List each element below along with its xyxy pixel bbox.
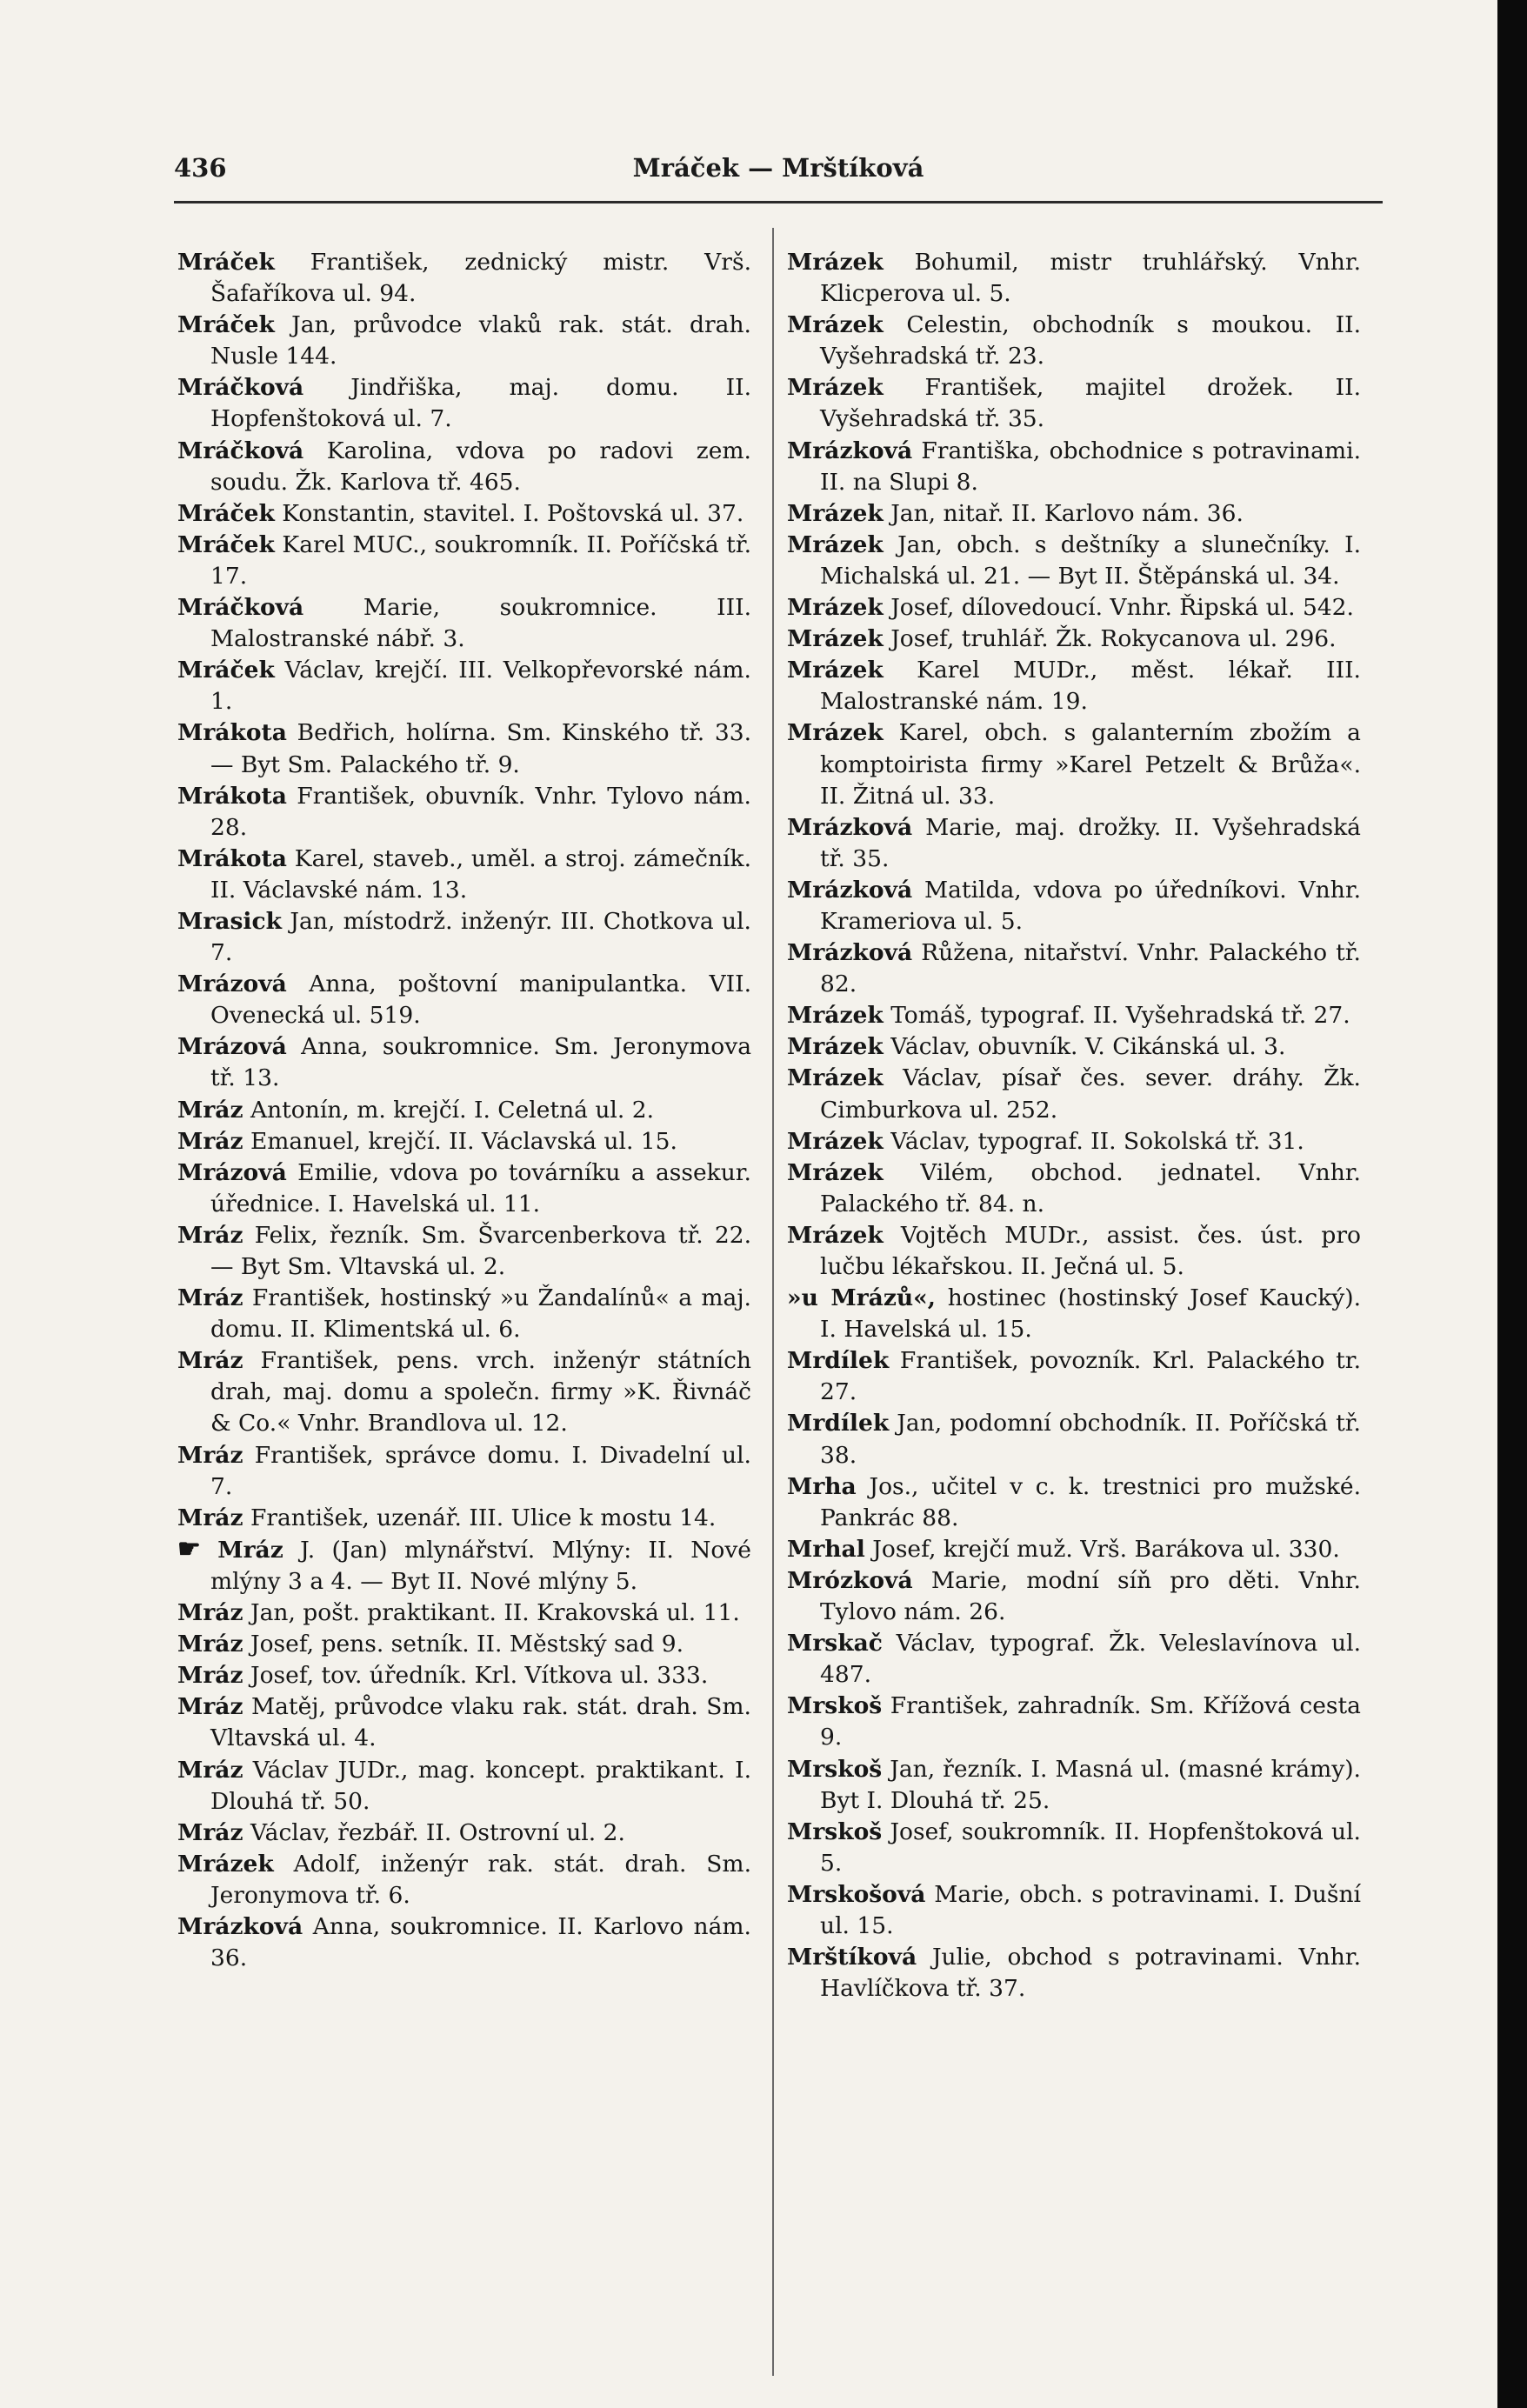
entry-surname: Mráz bbox=[177, 1599, 243, 1627]
directory-entry bbox=[787, 1565, 1361, 1628]
entry-details: J. (Jan) mlynářství. Mlýny: II. Nové mlýny 3 a 4. — Byt II. Nové mlýny 5. bbox=[210, 1536, 751, 1595]
entry-details: Josef, krejčí muž. Vrš. Barákova ul. 330. bbox=[872, 1535, 1340, 1563]
entry-surname: Mráček bbox=[177, 499, 275, 527]
entry-details: František, majitel drožek. II. Vyšehradská tř. 35. bbox=[820, 374, 1361, 433]
entry-details: Anna, poštovní manipulantka. VII. Ovenecká ul. 519. bbox=[210, 971, 751, 1030]
page-number: 436 bbox=[174, 153, 227, 183]
entry-details: Josef, soukromník. II. Hopfenštoková ul. 5. bbox=[820, 1818, 1361, 1877]
entry-details: Karel, obch. s galanterním zbožím a komptoirista firmy »Karel Petzelt & Brůža«. II. Žitná ul. 33. bbox=[820, 719, 1361, 810]
directory-entry bbox=[177, 1534, 751, 1598]
directory-entry bbox=[787, 1408, 1361, 1471]
directory-entry bbox=[177, 592, 751, 655]
entry-surname: Mráz bbox=[177, 1441, 243, 1469]
directory-entry bbox=[787, 372, 1361, 435]
entry-surname: Mrózková bbox=[787, 1566, 913, 1594]
entry-surname: Mrázek bbox=[787, 374, 884, 402]
directory-entry bbox=[787, 875, 1361, 937]
entry-surname: Mrákota bbox=[177, 719, 287, 747]
entry-details: hostinec (hostinský Josef Kaucký). I. Havelská ul. 15. bbox=[820, 1284, 1362, 1344]
entry-details: Marie, maj. drožky. II. Vyšehradská tř. 35. bbox=[820, 813, 1361, 872]
entry-surname: Mrázková bbox=[787, 939, 913, 967]
entry-surname: Mráz bbox=[177, 1096, 243, 1124]
directory-entry bbox=[787, 530, 1361, 592]
entry-details: Jos., učitel v c. k. trestnici pro mužské. Pankrác 88. bbox=[820, 1472, 1361, 1531]
entry-details: František, hostinský »u Žandalínů« a maj. domu. II. Klimentská ul. 6. bbox=[210, 1284, 751, 1344]
directory-entry bbox=[177, 1911, 751, 1974]
directory-entry bbox=[787, 247, 1361, 310]
directory-entry bbox=[177, 1629, 751, 1660]
pointing-hand-icon: ☛ bbox=[177, 1533, 201, 1564]
entry-details: Anna, soukromnice. II. Karlovo nám. 36. bbox=[210, 1912, 751, 1972]
entry-details: Jan, průvodce vlaků rak. stát. drah. Nusle 144. bbox=[210, 311, 751, 370]
entry-surname: Mráz bbox=[177, 1693, 243, 1721]
entry-details: Marie, modní síň pro děti. Vnhr. Tylovo nám. 26. bbox=[820, 1566, 1361, 1626]
entry-surname: Mrázek bbox=[787, 1002, 884, 1030]
entry-details: Karel MUC., soukromník. II. Poříčská tř. 17. bbox=[210, 530, 751, 590]
entry-details: Karel MUDr., měst. lékař. III. Malostranské nám. 19. bbox=[820, 657, 1361, 716]
entry-details: Václav, obuvník. V. Cikánská ul. 3. bbox=[890, 1033, 1286, 1061]
entry-surname: Mrázková bbox=[787, 876, 913, 904]
entry-surname: »u Mrázů«, bbox=[787, 1284, 936, 1312]
entry-surname: Mráz bbox=[177, 1631, 243, 1658]
directory-entry bbox=[177, 1660, 751, 1691]
entry-surname: Mráček bbox=[177, 249, 275, 276]
entry-details: František, zednický mistr. Vrš. Šafaříkova ul. 94. bbox=[210, 249, 751, 308]
entry-surname: Mrákota bbox=[177, 844, 287, 872]
entry-surname: Mráček bbox=[177, 311, 275, 339]
entry-details: Antonín, m. krejčí. I. Celetná ul. 2. bbox=[250, 1096, 655, 1124]
entry-surname: Mrázek bbox=[787, 1127, 884, 1155]
directory-entry bbox=[177, 1126, 751, 1157]
entry-surname: Mrázek bbox=[787, 719, 884, 747]
entry-details: Vilém, obchod. jednatel. Vnhr. Palackého tř. 84. n. bbox=[820, 1158, 1361, 1217]
directory-entry bbox=[787, 1942, 1361, 2004]
entry-surname: Mrázek bbox=[787, 311, 884, 339]
entry-surname: Mráčková bbox=[177, 594, 304, 622]
entry-surname: Mráz bbox=[177, 1127, 243, 1155]
entry-surname: Mráz bbox=[217, 1536, 283, 1564]
entry-details: Růžena, nitařství. Vnhr. Palackého tř. 82. bbox=[820, 939, 1361, 998]
entry-surname: Mrázek bbox=[787, 625, 884, 653]
entry-surname: Mrázová bbox=[177, 1158, 287, 1186]
entry-details: Josef, truhlář. Žk. Rokycanova ul. 296. bbox=[890, 625, 1337, 653]
page-header bbox=[174, 144, 1383, 197]
entry-details: Jan, obch. s deštníky a slunečníky. I. Michalská ul. 21. — Byt II. Štěpánská ul. 34. bbox=[820, 530, 1361, 590]
directory-entry bbox=[177, 1031, 751, 1094]
entry-surname: Mrha bbox=[787, 1472, 857, 1500]
entry-surname: Mrskošová bbox=[787, 1880, 926, 1908]
entry-surname: Mráz bbox=[177, 1347, 243, 1375]
entry-details: Anna, soukromnice. Sm. Jeronymova tř. 13. bbox=[210, 1033, 751, 1092]
entry-details: Josef, pens. setník. II. Městský sad 9. bbox=[250, 1631, 684, 1658]
directory-entry bbox=[177, 1849, 751, 1911]
entry-surname: Mrdílek bbox=[787, 1347, 890, 1375]
entry-details: Bedřich, holírna. Sm. Kinského tř. 33. — Byt Sm. Palackého tř. 9. bbox=[210, 719, 751, 778]
directory-entry bbox=[787, 1031, 1361, 1063]
directory-entry bbox=[177, 1755, 751, 1818]
left-column bbox=[177, 247, 751, 1974]
directory-entry bbox=[787, 717, 1361, 811]
directory-entry bbox=[787, 1691, 1361, 1753]
entry-surname: Mrskoš bbox=[787, 1692, 883, 1720]
entry-surname: Mrázek bbox=[787, 1158, 884, 1186]
entry-surname: Mrázová bbox=[177, 971, 287, 998]
directory-entry bbox=[787, 436, 1361, 498]
entry-details: Františka, obchodnice s potravinami. II. na Slupi 8. bbox=[820, 437, 1361, 496]
entry-surname: Mráček bbox=[177, 657, 275, 684]
directory-entry bbox=[787, 1283, 1361, 1345]
entry-details: Adolf, inženýr rak. stát. drah. Sm. Jeronymova tř. 6. bbox=[210, 1850, 751, 1909]
entry-surname: Mrázek bbox=[787, 1033, 884, 1061]
directory-entry bbox=[787, 1157, 1361, 1220]
entry-details: Václav JUDr., mag. koncept. praktikant. I. Dlouhá tř. 50. bbox=[210, 1756, 751, 1815]
directory-entry bbox=[787, 310, 1361, 372]
entry-surname: Mráz bbox=[177, 1756, 243, 1784]
directory-entry bbox=[177, 844, 751, 906]
directory-entry bbox=[787, 1754, 1361, 1817]
entry-details: Václav, typograf. Žk. Veleslavínova ul. 487. bbox=[820, 1630, 1361, 1689]
directory-entry bbox=[787, 1000, 1361, 1031]
entry-details: František, zahradník. Sm. Křížová cesta 9. bbox=[820, 1692, 1361, 1751]
entry-surname: Mrázek bbox=[177, 1850, 274, 1878]
directory-entry bbox=[787, 1817, 1361, 1879]
entry-surname: Mrhal bbox=[787, 1535, 865, 1563]
entry-surname: Mrákota bbox=[177, 782, 287, 810]
entry-details: Tomáš, typograf. II. Vyšehradská tř. 27. bbox=[890, 1002, 1350, 1030]
directory-entry bbox=[177, 717, 751, 780]
directory-entry bbox=[177, 655, 751, 717]
directory-entry bbox=[787, 1628, 1361, 1691]
directory-entry bbox=[177, 1345, 751, 1439]
entry-details: Julie, obchod s potravinami. Vnhr. Havlíčkova tř. 37. bbox=[820, 1944, 1361, 2003]
entry-details: Jan, podomní obchodník. II. Poříčská tř. 38. bbox=[820, 1410, 1361, 1469]
directory-entry bbox=[177, 906, 751, 969]
directory-entry bbox=[177, 436, 751, 498]
entry-details: Jan, pošt. praktikant. II. Krakovská ul. 11. bbox=[250, 1599, 740, 1627]
entry-details: Matěj, průvodce vlaku rak. stát. drah. Sm. Vltavská ul. 4. bbox=[210, 1693, 751, 1752]
directory-entry bbox=[787, 1534, 1361, 1565]
entry-details: Josef, dílovedoucí. Vnhr. Řipská ul. 542. bbox=[890, 594, 1354, 622]
entry-surname: Mráz bbox=[177, 1221, 243, 1249]
directory-entry bbox=[787, 1471, 1361, 1534]
directory-entry bbox=[177, 1598, 751, 1629]
entry-surname: Mráz bbox=[177, 1504, 243, 1531]
entry-surname: Mrázek bbox=[787, 499, 884, 527]
entry-details: Bohumil, mistr truhlářský. Vnhr. Klicperova ul. 5. bbox=[820, 249, 1361, 308]
entry-details: Marie, obch. s potravinami. I. Dušní ul. 15. bbox=[820, 1880, 1361, 1939]
header-rule bbox=[174, 201, 1383, 203]
directory-entry bbox=[177, 1220, 751, 1283]
entry-surname: Mrázek bbox=[787, 249, 884, 276]
column-divider bbox=[772, 228, 774, 2376]
entry-surname: Mráčková bbox=[177, 374, 304, 402]
directory-entry bbox=[787, 1345, 1361, 1408]
right-column bbox=[787, 247, 1361, 2004]
directory-entry bbox=[177, 1818, 751, 1849]
directory-entry bbox=[177, 372, 751, 435]
entry-surname: Mrázková bbox=[177, 1912, 303, 1940]
entry-details: Karel, staveb., uměl. a stroj. zámečník. II. Václavské nám. 13. bbox=[210, 844, 751, 904]
entry-details: Matilda, vdova po úředníkovi. Vnhr. Krameriova ul. 5. bbox=[820, 876, 1361, 935]
directory-entry bbox=[787, 1879, 1361, 1942]
entry-details: Josef, tov. úředník. Krl. Vítkova ul. 333. bbox=[250, 1662, 709, 1690]
directory-entry bbox=[177, 781, 751, 844]
entry-details: František, správce domu. I. Divadelní ul. 7. bbox=[210, 1441, 751, 1500]
entry-details: Václav, řezbář. II. Ostrovní ul. 2. bbox=[250, 1818, 625, 1846]
entry-surname: Mrázek bbox=[787, 657, 884, 684]
entry-details: František, uzenář. III. Ulice k mostu 14. bbox=[250, 1504, 717, 1531]
entry-surname: Mrázková bbox=[787, 813, 913, 841]
entry-details: Marie, soukromnice. III. Malostranské nábř. 3. bbox=[210, 594, 751, 653]
entry-details: Karolina, vdova po radovi zem. soudu. Žk. Karlova tř. 465. bbox=[210, 437, 751, 496]
entry-surname: Mrskač bbox=[787, 1630, 883, 1658]
entry-details: Jan, nitař. II. Karlovo nám. 36. bbox=[890, 499, 1244, 527]
directory-entry bbox=[177, 1283, 751, 1345]
entry-details: Felix, řezník. Sm. Švarcenberkova tř. 22. — Byt Sm. Vltavská ul. 2. bbox=[210, 1221, 751, 1280]
directory-entry bbox=[177, 1440, 751, 1503]
directory-entry bbox=[787, 812, 1361, 875]
entry-surname: Mrázová bbox=[177, 1033, 287, 1061]
directory-entry bbox=[177, 969, 751, 1031]
directory-entry bbox=[787, 655, 1361, 717]
entry-surname: Mráček bbox=[177, 530, 275, 558]
entry-details: František, povozník. Krl. Palackého tr. 27. bbox=[820, 1347, 1361, 1406]
entry-details: Emilie, vdova po továrníku a assekur. úřednice. I. Havelská ul. 11. bbox=[210, 1158, 751, 1217]
entry-surname: Mrázek bbox=[787, 530, 884, 558]
directory-entry bbox=[787, 1220, 1361, 1283]
entry-details: Vojtěch MUDr., assist. čes. úst. pro lučbu lékařskou. II. Ječná ul. 5. bbox=[820, 1221, 1361, 1280]
entry-details: František, pens. vrch. inženýr státních drah, maj. domu a společn. firmy »K. Řivnáč & Co.« Vnhr. Brandlova ul. 12. bbox=[210, 1347, 751, 1437]
entry-surname: Mrasick bbox=[177, 907, 282, 935]
entry-surname: Mráčková bbox=[177, 437, 304, 464]
entry-surname: Mráz bbox=[177, 1284, 243, 1312]
entry-surname: Mrštíková bbox=[787, 1944, 917, 1971]
directory-entry bbox=[177, 498, 751, 530]
entry-surname: Mrázek bbox=[787, 1064, 884, 1092]
entry-surname: Mrskoš bbox=[787, 1818, 883, 1845]
directory-entry bbox=[787, 498, 1361, 530]
entry-details: Konstantin, stavitel. I. Poštovská ul. 37. bbox=[282, 499, 744, 527]
entry-surname: Mrdílek bbox=[787, 1410, 890, 1437]
entry-surname: Mrázek bbox=[787, 1221, 884, 1249]
entry-details: Václav, krejčí. III. Velkopřevorské nám. 1. bbox=[210, 657, 751, 716]
directory-entry bbox=[177, 1095, 751, 1126]
page-title: Mráček — Mrštíková bbox=[632, 153, 924, 183]
entry-surname: Mrázek bbox=[787, 594, 884, 622]
directory-entry bbox=[787, 592, 1361, 624]
entry-surname: Mrázková bbox=[787, 437, 913, 464]
scan-edge bbox=[1497, 0, 1527, 2408]
entry-surname: Mráz bbox=[177, 1662, 243, 1690]
entry-details: Emanuel, krejčí. II. Václavská ul. 15. bbox=[250, 1127, 677, 1155]
directory-entry bbox=[787, 937, 1361, 1000]
entry-details: Václav, písař čes. sever. dráhy. Žk. Cimburkova ul. 252. bbox=[820, 1064, 1361, 1124]
directory-entry bbox=[787, 1126, 1361, 1157]
directory-entry bbox=[177, 1503, 751, 1534]
directory-entry bbox=[177, 247, 751, 310]
entry-details: Jindřiška, maj. domu. II. Hopfenštoková ul. 7. bbox=[210, 374, 751, 433]
directory-entry bbox=[177, 530, 751, 592]
directory-entry bbox=[787, 624, 1361, 655]
directory-entry bbox=[787, 1063, 1361, 1125]
entry-details: František, obuvník. Vnhr. Tylovo nám. 28. bbox=[210, 782, 751, 841]
entry-details: Jan, místodrž. inženýr. III. Chotkova ul. 7. bbox=[210, 907, 751, 967]
directory-entry bbox=[177, 1691, 751, 1754]
entry-surname: Mráz bbox=[177, 1818, 243, 1846]
entry-details: Václav, typograf. II. Sokolská tř. 31. bbox=[890, 1127, 1304, 1155]
directory-entry bbox=[177, 310, 751, 372]
entry-details: Celestin, obchodník s moukou. II. Vyšehradská tř. 23. bbox=[820, 311, 1361, 370]
entry-details: Jan, řezník. I. Masná ul. (masné krámy). Byt I. Dlouhá tř. 25. bbox=[820, 1755, 1361, 1814]
directory-entry bbox=[177, 1157, 751, 1220]
entry-surname: Mrskoš bbox=[787, 1755, 883, 1783]
